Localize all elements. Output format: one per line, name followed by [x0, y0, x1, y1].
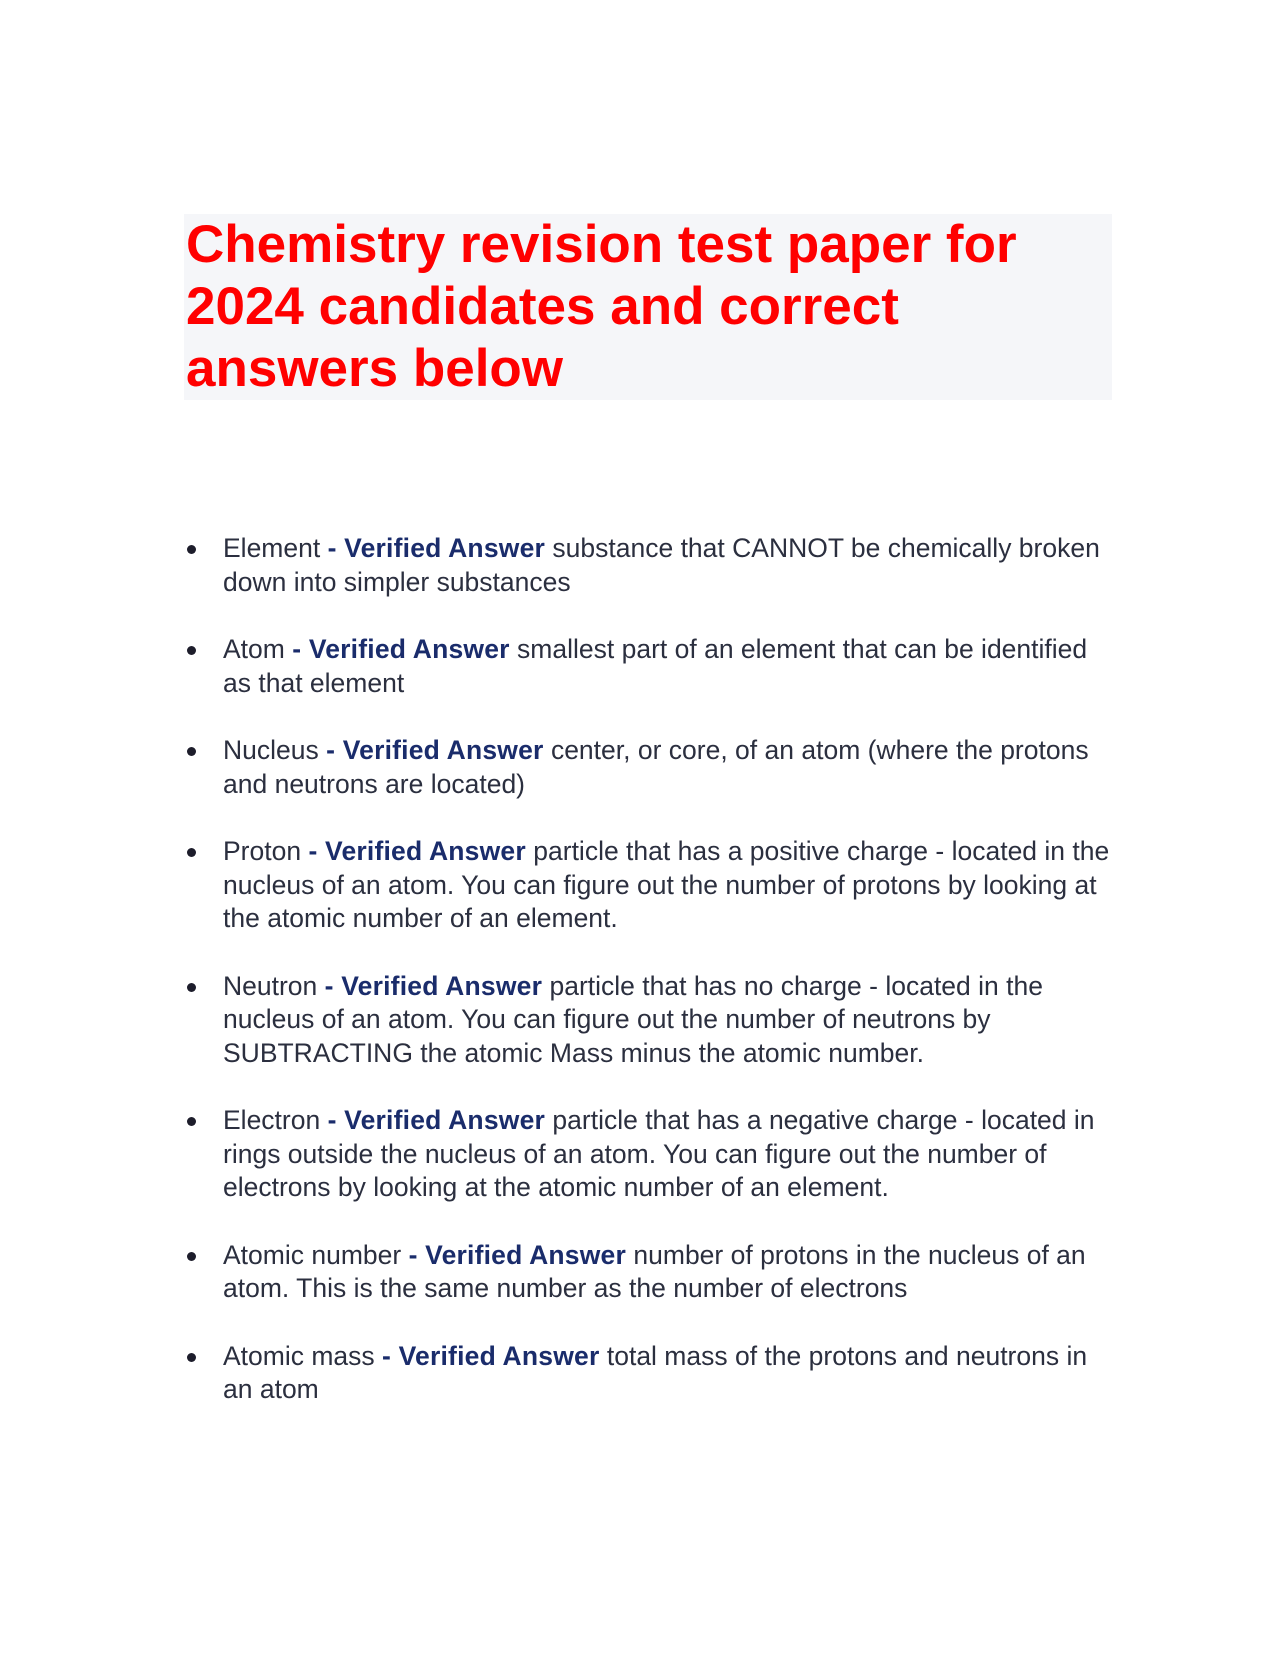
term: Atom [223, 634, 285, 664]
definition: center, or core, of an atom (where the protons and neutrons are located) [223, 735, 1089, 799]
verified-answer-label: - Verified Answer [292, 634, 510, 664]
page-title: Chemistry revision test paper for 2024 candidates and correct answers below [186, 215, 1017, 398]
definition: particle that has a positive charge - located in the nucleus of an atom. You can figure out the number of protons by looking at the atomic number of an element. [223, 836, 1110, 933]
verified-answer-label: - Verified Answer [408, 1239, 627, 1270]
verified-answer-label: - Verified Answer [327, 533, 546, 563]
definition: particle that has a negative charge - located in rings outside the nucleus of an atom. You can figure out the number of electrons by looking at the atomic number of an element. [223, 1105, 1095, 1202]
list-item-electron [186, 1104, 1118, 1205]
term: Element [223, 533, 321, 563]
list-item-proton [186, 835, 1118, 936]
term: Neutron [223, 970, 318, 1001]
definition: particle that has no charge - located in the nucleus of an atom. You can figure out the number of neutrons by SUBTRACTING the atomic Mass minus the atomic number. [223, 970, 1043, 1068]
list-item-atom [186, 633, 1118, 700]
list-item-atomic-mass [186, 1340, 1118, 1407]
term: Atomic mass [223, 1340, 375, 1371]
bullet-icon [187, 983, 196, 992]
verified-answer-label: - Verified Answer [327, 1105, 546, 1135]
bullet-icon [187, 1353, 196, 1362]
qa-list [186, 532, 1118, 1441]
bullet-icon [187, 545, 196, 554]
bullet-icon [187, 747, 196, 756]
list-item-atomic-number [186, 1239, 1118, 1306]
term: Nucleus [223, 735, 319, 765]
definition: total mass of the protons and neutrons in an atom [223, 1340, 1088, 1404]
verified-answer-label: - Verified Answer [324, 970, 543, 1001]
definition: substance that CANNOT be chemically broken down into simpler substances [223, 533, 1100, 597]
verified-answer-label: - Verified Answer [326, 735, 544, 765]
term: Atomic number [223, 1239, 402, 1270]
bullet-icon [187, 1252, 196, 1261]
term: Proton [223, 836, 302, 866]
list-item-element [186, 532, 1118, 599]
definition: number of protons in the nucleus of an atom. This is the same number as the number of electrons [223, 1239, 1086, 1303]
list-item-nucleus [186, 734, 1118, 801]
bullet-icon [187, 646, 196, 655]
verified-answer-label: - Verified Answer [308, 836, 526, 866]
list-item-neutron [186, 970, 1118, 1071]
definition: smallest part of an element that can be identified as that element [223, 634, 1088, 698]
bullet-icon [187, 1117, 196, 1126]
title-block [184, 214, 1112, 400]
bullet-icon [187, 848, 196, 857]
verified-answer-label: - Verified Answer [382, 1340, 600, 1371]
term: Electron [223, 1105, 321, 1135]
